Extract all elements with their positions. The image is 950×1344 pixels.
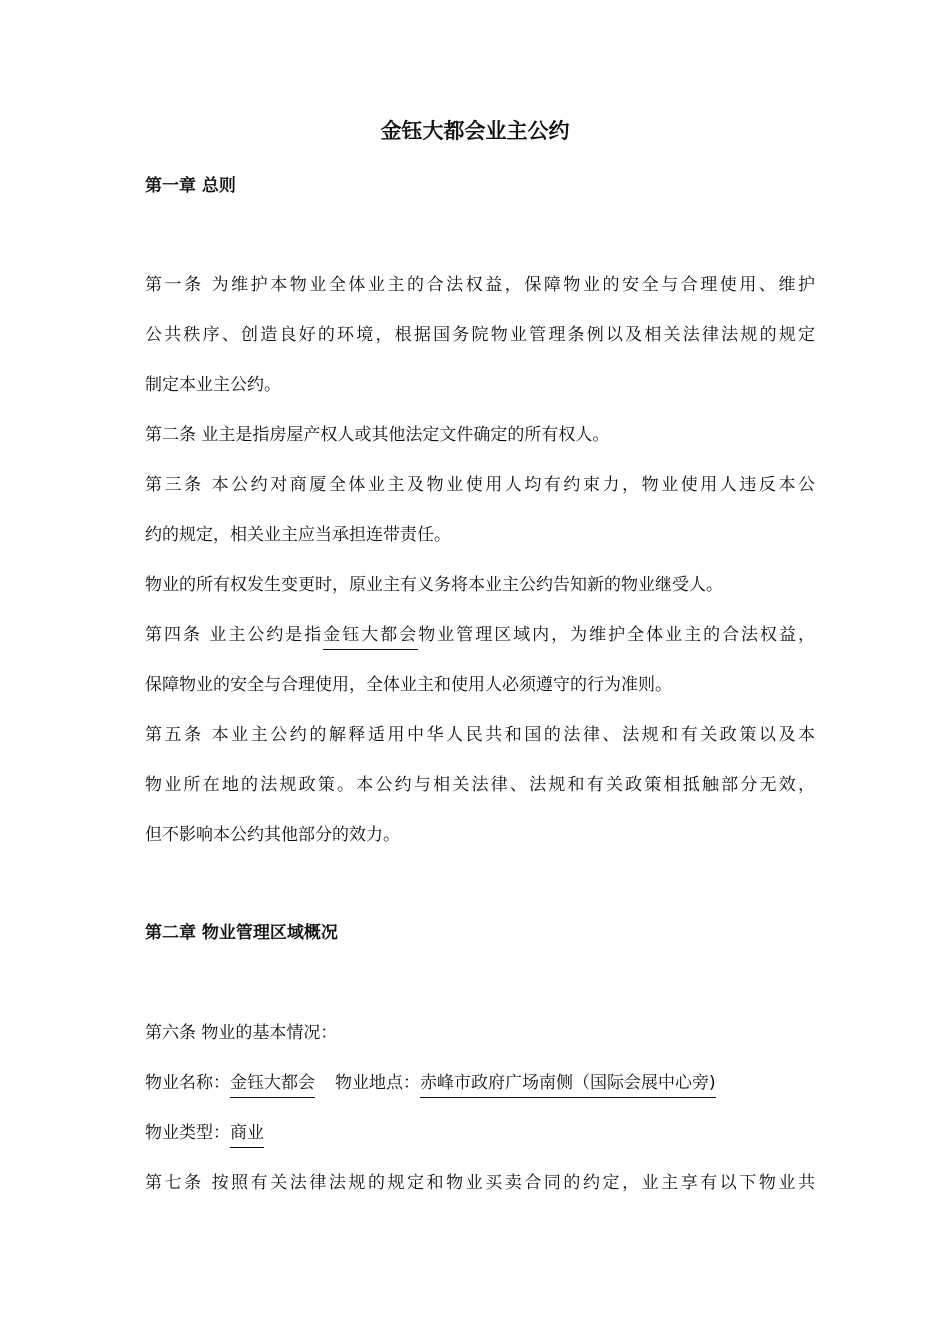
article-3-line-3: 物业的所有权发生变更时，原业主有义务将本业主公约告知新的物业继受人。: [145, 575, 723, 595]
chapter-heading-1: 第一章 总则: [145, 176, 236, 196]
article-7-line-1: 第七条 按照有关法律法规的规定和物业买卖合同的约定，业主享有以下物业共: [145, 1173, 815, 1193]
article-1-line-3: 制定本业主公约。: [145, 375, 281, 395]
property-type-value: 商业: [230, 1123, 264, 1148]
property-name-label: 物业名称：: [145, 1073, 230, 1093]
document-title: 金钰大都会业主公约: [380, 119, 570, 143]
property-location-value: 赤峰市政府广场南侧（国际会展中心旁): [420, 1073, 716, 1098]
property-location-label: 物业地点：: [335, 1073, 420, 1093]
article-4-line-2: 保障物业的安全与合理使用，全体业主和使用人必须遵守的行为准则。: [145, 675, 672, 695]
article-3-line-1: 第三条 本公约对商厦全体业主及物业使用人均有约束力，物业使用人违反本公: [145, 475, 815, 495]
article-1-line-1: 第一条 为维护本物业全体业主的合法权益，保障物业的安全与合理使用、维护: [145, 275, 815, 295]
article-5-line-1: 第五条 本业主公约的解释适用中华人民共和国的法律、法规和有关政策以及本: [145, 725, 815, 745]
article-6-line-1: 第六条 物业的基本情况：: [145, 1023, 338, 1043]
property-type-label: 物业类型：: [145, 1123, 230, 1143]
chapter-heading-2: 第二章 物业管理区域概况: [145, 923, 338, 943]
article-5-line-2: 物业所在地的法规政策。本公约与相关法律、法规和有关政策相抵触部分无效，: [145, 775, 815, 795]
article-3-line-2: 约的规定，相关业主应当承担连带责任。: [145, 525, 451, 545]
property-name-value: 金钰大都会: [230, 1073, 315, 1098]
article-6-property-type-row: [145, 1120, 815, 1146]
article-1-line-2: 公共秩序、创造良好的环境，根据国务院物业管理条例以及相关法律法规的规定: [145, 325, 815, 345]
article-6-property-info-row: [145, 1070, 815, 1096]
article-4-property-name: 金钰大都会: [323, 625, 418, 650]
article-4-line-1: [145, 622, 815, 648]
article-4-prefix: 第四条 业主公约是指: [145, 625, 324, 645]
article-5-line-3: 但不影响本公约其他部分的效力。: [145, 825, 400, 845]
article-4-suffix: 物业管理区域内，为维护全体业主的合法权益，: [418, 625, 816, 645]
article-2-line-1: 第二条 业主是指房屋产权人或其他法定文件确定的所有权人。: [145, 425, 610, 445]
